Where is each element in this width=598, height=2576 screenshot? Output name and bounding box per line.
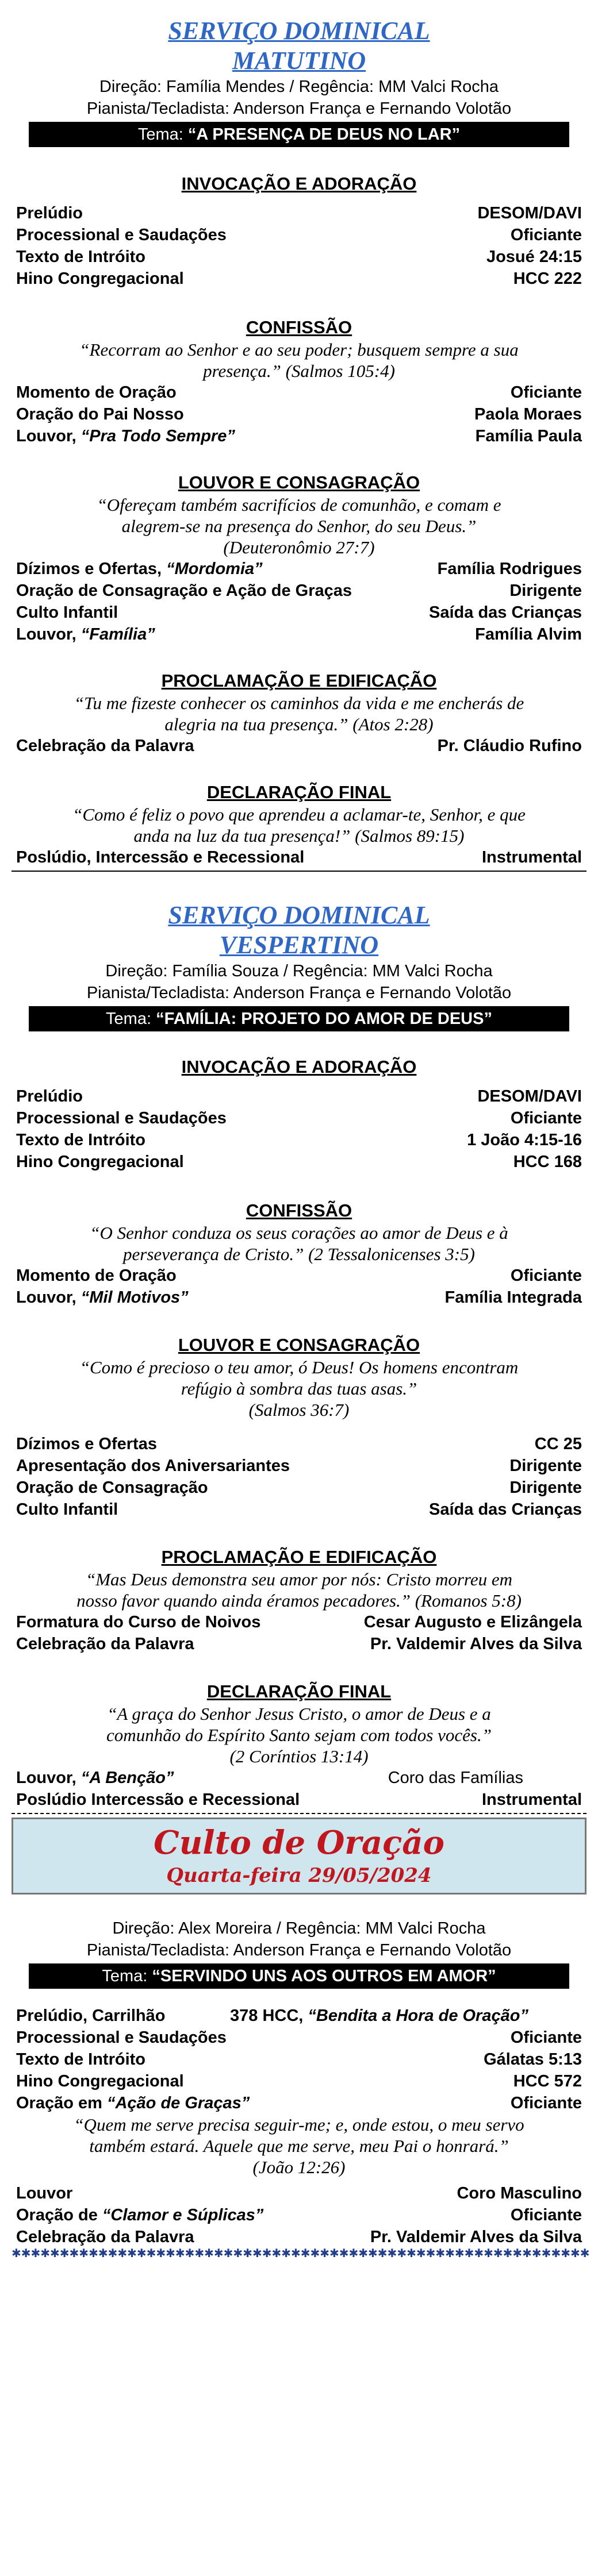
scripture-quote: (João 12:26) bbox=[252, 2157, 346, 2177]
evening-service bbox=[0, 872, 598, 1814]
scripture-quote: “Como é feliz o povo que aprendeu a aclamar-te, Senhor, e que bbox=[72, 804, 526, 825]
program-row: Hino Congregacional HCC 222 bbox=[16, 269, 582, 288]
star-divider: ✱✱✱✱✱✱✱✱✱✱✱✱✱✱✱✱✱✱✱✱✱✱✱✱✱✱✱✱✱✱✱✱✱✱✱✱✱✱✱✱✱✱✱✱✱✱✱✱✱✱✱✱✱✱✱✱✱✱✱✱ bbox=[12, 2248, 590, 2259]
morning-service bbox=[0, 0, 598, 872]
scripture-quote: alegrem-se na presença do Senhor, do seu Deus.” bbox=[121, 516, 477, 536]
program-row: Louvor, “Mil Motivos” Família Integrada bbox=[16, 1288, 582, 1307]
evening-proclamation-heading: PROCLAMAÇÃO E EDIFICAÇÃO bbox=[161, 1547, 437, 1567]
scripture-quote: “Mas Deus demonstra seu amor por nós: Cristo morreu em bbox=[85, 1569, 512, 1589]
scripture-quote: comunhão do Espírito Santo sejam com todos vocês.” bbox=[106, 1725, 492, 1745]
program-row: Prelúdio DESOM/DAVI bbox=[16, 1087, 582, 1106]
morning-direction: Direção: Família Mendes / Regência: MM Valci Rocha bbox=[99, 78, 499, 96]
program-row: Oração de “Clamor e Súplicas” Oficiante bbox=[16, 2206, 582, 2224]
program-row: Dízimos e Ofertas, “Mordomia” Família Rodrigues bbox=[16, 560, 582, 578]
evening-direction: Direção: Família Souza / Regência: MM Valci Rocha bbox=[105, 962, 493, 980]
program-row: Momento de Oração Oficiante bbox=[16, 1266, 582, 1285]
evening-praise-heading: LOUVOR E CONSAGRAÇÃO bbox=[178, 1335, 420, 1355]
scripture-quote: (Deuteronômio 27:7) bbox=[223, 537, 375, 557]
scripture-quote: “Ofereçam também sacrifícios de comunhão, e comam e bbox=[97, 495, 501, 515]
prayer-title: Culto de Oração bbox=[154, 1824, 444, 1862]
theme-prefix: Tema: bbox=[106, 1010, 156, 1028]
evening-final-heading: DECLARAÇÃO FINAL bbox=[206, 1681, 392, 1701]
program-row: Texto de Intróito Josué 24:15 bbox=[16, 248, 582, 266]
evening-theme-bar bbox=[29, 1006, 569, 1031]
scripture-quote: “Tu me fizeste conhecer os caminhos da vida e me encherás de bbox=[74, 693, 524, 713]
evening-pianists: Pianista/Tecladista: Anderson França e Fernando Volotão bbox=[86, 984, 512, 1002]
theme-prefix: Tema: bbox=[102, 1967, 152, 1985]
evening-invocation-heading: INVOCAÇÃO E ADORAÇÃO bbox=[181, 1057, 417, 1077]
program-row: Louvor, “A Benção” Coro das Famílias bbox=[16, 1769, 523, 1787]
morning-title-line2: MATUTINO bbox=[232, 47, 366, 75]
program-row: Louvor Coro Masculino bbox=[16, 2184, 582, 2203]
scripture-quote: perseverança de Cristo.” (2 Tessalonicenses 3:5) bbox=[123, 1244, 475, 1264]
scripture-quote: também estará. Aquele que me serve, meu Pai o honrará.” bbox=[89, 2136, 509, 2156]
prayer-theme-bar bbox=[29, 1963, 569, 1989]
program-row: Culto Infantil Saída das Crianças bbox=[16, 1500, 582, 1519]
scripture-quote: (Salmos 36:7) bbox=[248, 1400, 350, 1420]
program-row: Formatura do Curso de Noivos Cesar Augusto e Elizângela bbox=[16, 1613, 582, 1631]
program-row: Oração do Pai Nosso Paola Moraes bbox=[16, 405, 582, 423]
prayer-banner bbox=[12, 1818, 586, 1895]
prayer-date: Quarta-feira 29/05/2024 bbox=[166, 1864, 432, 1887]
scripture-quote: “Quem me serve precisa seguir-me; e, onde estou, o meu servo bbox=[74, 2115, 524, 2135]
program-row: Poslúdio, Intercessão e Recessional Instrumental bbox=[16, 848, 582, 867]
program-row: Celebração da Palavra Pr. Valdemir Alves da Silva bbox=[16, 1635, 582, 1653]
scripture-quote: “A graça do Senhor Jesus Cristo, o amor de Deus e a bbox=[107, 1704, 491, 1724]
program-row: Hino Congregacional HCC 168 bbox=[16, 1153, 582, 1171]
morning-confession-heading: CONFISSÃO bbox=[246, 317, 352, 337]
program-row: Oração em “Ação de Graças” Oficiante bbox=[16, 2094, 582, 2112]
program-row: Texto de Intróito 1 João 4:15-16 bbox=[16, 1131, 582, 1149]
morning-proclamation-heading: PROCLAMAÇÃO E EDIFICAÇÃO bbox=[161, 671, 437, 691]
scripture-quote: “Como é precioso o teu amor, ó Deus! Os homens encontram bbox=[79, 1357, 519, 1377]
program-row: Momento de Oração Oficiante bbox=[16, 383, 582, 402]
program-row: Processional e Saudações Oficiante bbox=[16, 2028, 582, 2047]
evening-title-line1: SERVIÇO DOMINICAL bbox=[168, 901, 430, 929]
scripture-quote: presença.” (Salmos 105:4) bbox=[203, 361, 395, 381]
morning-theme: “A PRESENÇA DE DEUS NO LAR” bbox=[187, 125, 461, 144]
program-row: Culto Infantil Saída das Crianças bbox=[16, 603, 582, 622]
scripture-quote: “Recorram ao Senhor e ao seu poder; busquem sempre a sua bbox=[79, 340, 519, 360]
program-row: Oração de Consagração Dirigente bbox=[16, 1478, 582, 1497]
program-row: Prelúdio DESOM/DAVI bbox=[16, 204, 582, 222]
theme-prefix: Tema: bbox=[137, 125, 188, 144]
prayer-direction: Direção: Alex Moreira / Regência: MM Valci Rocha bbox=[112, 1919, 486, 1938]
program-row: Celebração da Palavra Pr. Cláudio Rufino bbox=[16, 737, 582, 755]
scripture-quote: anda na luz da tua presença!” (Salmos 89:15) bbox=[133, 826, 465, 846]
program-row: Texto de Intróito Gálatas 5:13 bbox=[16, 2050, 582, 2069]
program-row: Louvor, “Pra Todo Sempre” Família Paula bbox=[16, 427, 582, 445]
morning-praise-heading: LOUVOR E CONSAGRAÇÃO bbox=[178, 472, 420, 492]
prayer-service bbox=[0, 1814, 598, 2259]
scripture-quote: refúgio à sombra das tuas asas.” bbox=[181, 1379, 417, 1399]
program-row: Dízimos e Ofertas CC 25 bbox=[16, 1435, 582, 1453]
program-row: Louvor, “Família” Família Alvim bbox=[16, 625, 582, 644]
morning-title-line1: SERVIÇO DOMINICAL bbox=[168, 17, 430, 45]
program-row: Prelúdio, Carrilhão 378 HCC, “Bendita a Hora de Oração” bbox=[16, 2007, 528, 2025]
morning-final-heading: DECLARAÇÃO FINAL bbox=[206, 782, 392, 802]
morning-theme-bar bbox=[29, 122, 569, 147]
scripture-quote: “O Senhor conduza os seus corações ao amor de Deus e à bbox=[90, 1223, 508, 1243]
scripture-quote: (2 Coríntios 13:14) bbox=[229, 1746, 369, 1766]
program-row: Processional e Saudações Oficiante bbox=[16, 1109, 582, 1127]
evening-theme: “FAMÍLIA: PROJETO DO AMOR DE DEUS” bbox=[156, 1010, 492, 1028]
morning-invocation-heading: INVOCAÇÃO E ADORAÇÃO bbox=[181, 174, 417, 194]
evening-title-line2: VESPERTINO bbox=[219, 931, 379, 959]
program-row: Celebração da Palavra Pr. Valdemir Alves da Silva bbox=[16, 2228, 582, 2246]
program-row: Poslúdio Intercessão e Recessional Instrumental bbox=[16, 1791, 582, 1809]
program-row: Hino Congregacional HCC 572 bbox=[16, 2072, 582, 2090]
scripture-quote: alegria na tua presença.” (Atos 2:28) bbox=[164, 714, 434, 734]
program-row: Apresentação dos Aniversariantes Dirigente bbox=[16, 1457, 582, 1475]
program-row: Processional e Saudações Oficiante bbox=[16, 226, 582, 244]
prayer-pianists: Pianista/Tecladista: Anderson França e Fernando Volotão bbox=[86, 1941, 512, 1959]
program-row: Oração de Consagração e Ação de Graças Dirigente bbox=[16, 582, 582, 600]
morning-pianists: Pianista/Tecladista: Anderson França e Fernando Volotão bbox=[86, 99, 512, 118]
evening-confession-heading: CONFISSÃO bbox=[246, 1200, 352, 1220]
scripture-quote: nosso favor quando ainda éramos pecadores.” (Romanos 5:8) bbox=[76, 1591, 522, 1611]
prayer-theme: “SERVINDO UNS AOS OUTROS EM AMOR” bbox=[152, 1967, 496, 1985]
